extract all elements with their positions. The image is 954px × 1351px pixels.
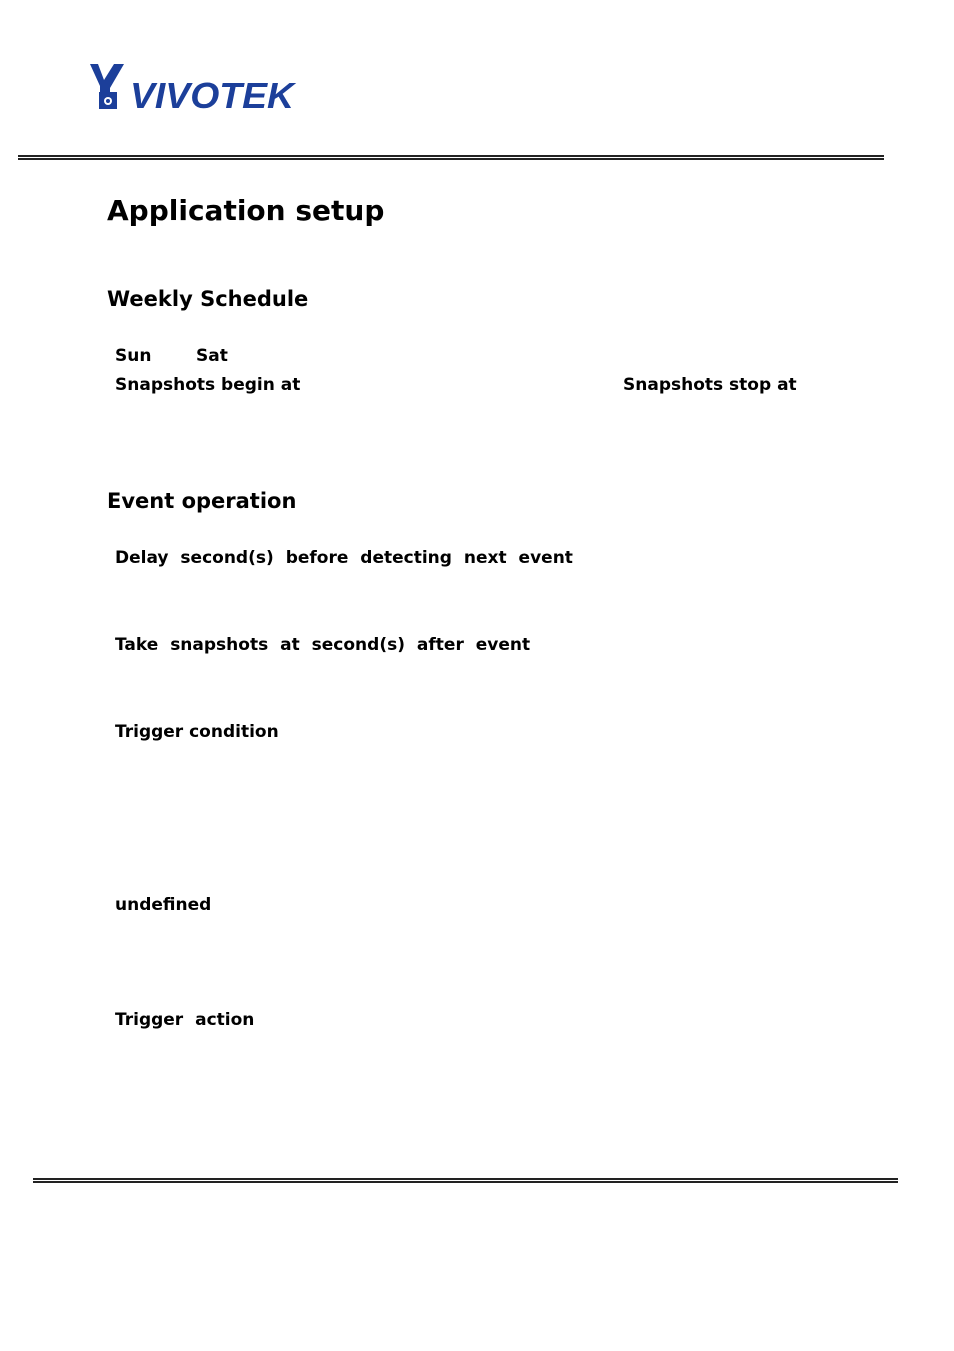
day-sat-label: Sat [196, 346, 228, 366]
svg-text:VIVOTEK: VIVOTEK [130, 75, 298, 112]
top-divider [18, 155, 884, 160]
weekly-schedule-heading: Weekly Schedule [107, 287, 309, 311]
delay-label: Delay second(s) before detecting next event [115, 548, 573, 568]
trigger-action-label: Trigger action [115, 1010, 255, 1030]
take-snapshots-label: Take snapshots at second(s) after event [115, 635, 531, 655]
snapshots-begin-label: Snapshots begin at [115, 375, 301, 395]
camera-logo-icon [88, 62, 298, 112]
vivotek-logo [88, 62, 298, 112]
event-operation-heading: Event operation [107, 489, 297, 513]
undefined-label: undefined [115, 895, 212, 915]
trigger-condition-label: Trigger condition [115, 722, 279, 742]
bottom-divider [33, 1178, 898, 1183]
page-title: Application setup [107, 194, 385, 227]
snapshots-stop-label: Snapshots stop at [623, 375, 797, 395]
day-sun-label: Sun [115, 346, 152, 366]
